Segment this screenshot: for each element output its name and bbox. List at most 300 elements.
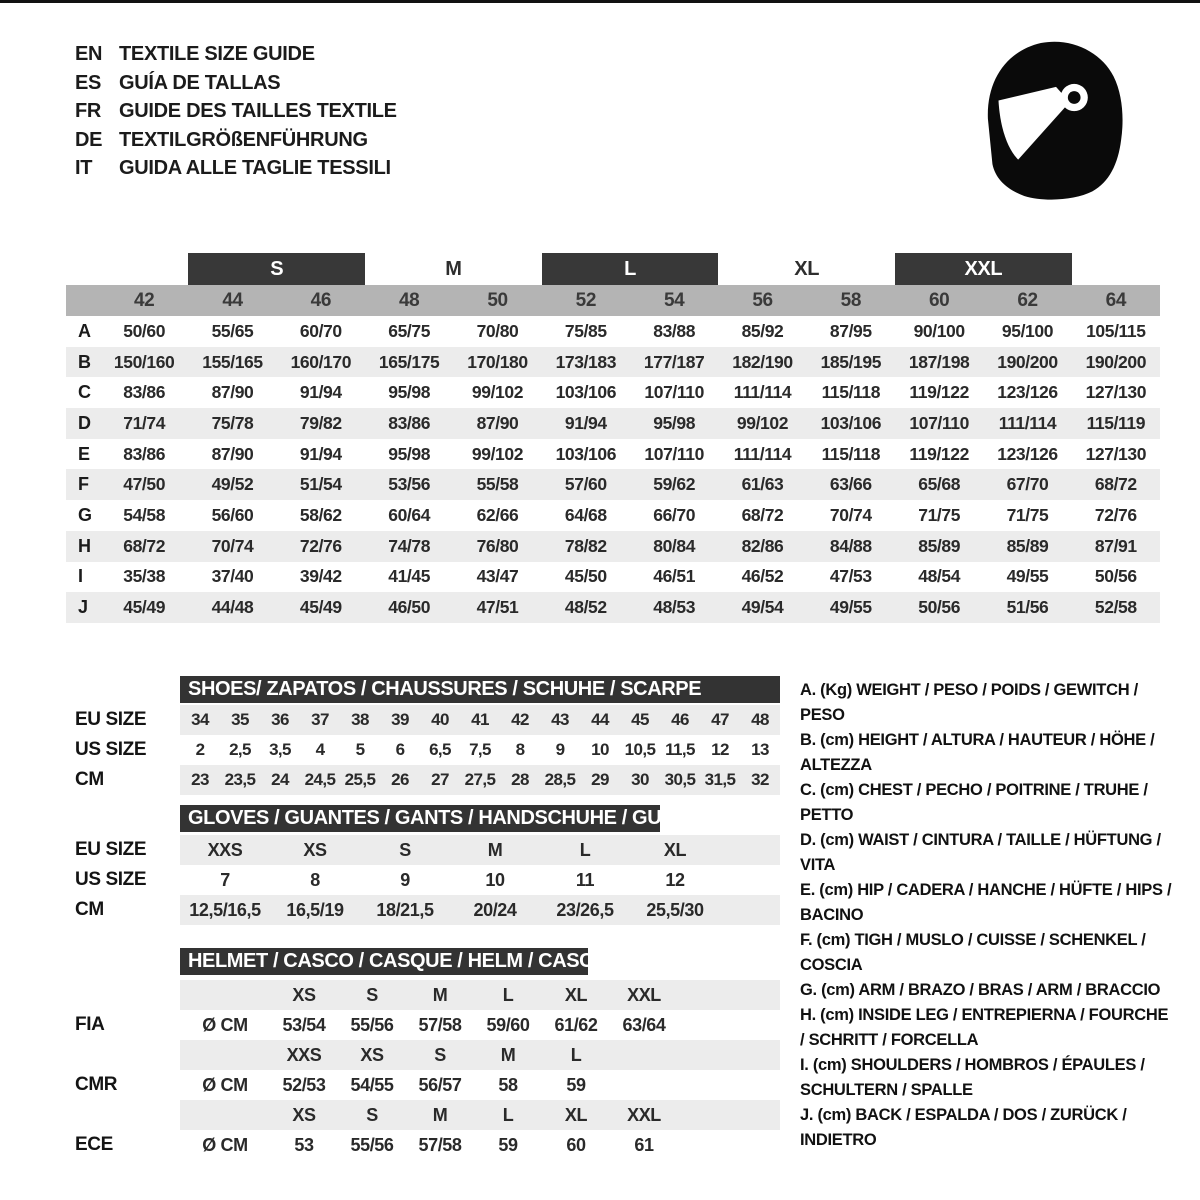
measurement-value: 51/54 xyxy=(299,474,342,495)
gloves-strip xyxy=(180,835,780,865)
size-group-m: M xyxy=(445,257,462,280)
shoes-value: 2,5 xyxy=(229,740,251,759)
measurement-value: 58/62 xyxy=(299,504,342,525)
helmet-value: 59 xyxy=(566,1074,586,1095)
measurement-value: 55/65 xyxy=(211,320,254,341)
shoes-value: 48 xyxy=(751,710,769,729)
shoes-value: 42 xyxy=(511,710,529,729)
measurement-value: 52/58 xyxy=(1094,597,1137,618)
measurement-row-j xyxy=(66,592,1160,623)
measurement-value: 59/62 xyxy=(653,474,696,495)
measurement-value: 87/95 xyxy=(829,320,872,341)
shoes-value: 37 xyxy=(311,710,329,729)
numeric-size: 48 xyxy=(398,289,420,311)
shoes-value: 23,5 xyxy=(224,770,256,789)
gloves-value: 7 xyxy=(220,869,230,890)
gloves-value: 20/24 xyxy=(473,899,517,920)
measurement-value: 173/183 xyxy=(555,351,617,372)
measurement-value: 47/51 xyxy=(476,597,519,618)
size-group-xxl: XXL xyxy=(895,253,1072,285)
measurement-value: 185/195 xyxy=(820,351,882,372)
measurement-value: 64/68 xyxy=(564,504,607,525)
measurement-value: 43/47 xyxy=(476,566,519,587)
helmet-value: XL xyxy=(564,1104,588,1125)
shoes-value: 11,5 xyxy=(665,740,695,759)
measurement-value: 72/76 xyxy=(299,535,342,556)
shoes-value: 13 xyxy=(751,740,769,759)
helmet-strip xyxy=(180,1010,780,1040)
helmet-value: 53 xyxy=(294,1134,314,1155)
measurement-value: 155/165 xyxy=(202,351,263,372)
size-group-xl: XL xyxy=(794,257,820,280)
helmet-row xyxy=(75,1100,780,1130)
helmet-row-header xyxy=(75,1040,180,1070)
measurement-value: 47/50 xyxy=(123,474,166,495)
measurement-value: 165/175 xyxy=(378,351,440,372)
measurement-value: 70/74 xyxy=(211,535,254,556)
shoes-value: 8 xyxy=(515,740,525,759)
shoes-value: 35 xyxy=(231,710,249,729)
measurement-value: 49/54 xyxy=(741,597,784,618)
gloves-value: M xyxy=(487,839,503,860)
shoes-size-section xyxy=(75,676,780,795)
measurement-value: 76/80 xyxy=(476,535,519,556)
gloves-row xyxy=(75,865,780,895)
measurement-value: 67/70 xyxy=(1006,474,1049,495)
measurement-row-d xyxy=(66,408,1160,439)
measurement-row-e xyxy=(66,439,1160,470)
measurement-value: 41/45 xyxy=(388,566,431,587)
size-group-l: L xyxy=(542,253,719,285)
gloves-value: 11 xyxy=(575,869,595,890)
helmet-value: M xyxy=(500,1044,516,1065)
measurement-value: 83/86 xyxy=(388,412,431,433)
language-row xyxy=(75,40,397,69)
helmet-value: 57/58 xyxy=(418,1134,462,1155)
helmet-value: XL xyxy=(564,984,588,1005)
language-code: EN xyxy=(75,43,103,65)
measurement-value: 127/130 xyxy=(1085,382,1147,403)
shoes-row xyxy=(75,705,780,735)
measurement-value: 45/49 xyxy=(123,597,166,618)
helmet-row-header xyxy=(75,1100,180,1130)
gloves-values xyxy=(180,895,720,925)
helmet-value: XXL xyxy=(627,984,661,1005)
helmet-value: 61 xyxy=(634,1134,654,1155)
shoes-value: 45 xyxy=(631,710,649,729)
numeric-size: 60 xyxy=(928,289,950,311)
measurement-value: 68/72 xyxy=(123,535,166,556)
measurement-row-i xyxy=(66,562,1160,593)
helmet-value: S xyxy=(366,1104,378,1125)
legend-item: G. (cm) ARM / BRAZO / BRAS / ARM / BRACCIO xyxy=(800,981,1161,999)
helmet-value: L xyxy=(502,1104,514,1125)
helmet-value: 53/54 xyxy=(282,1014,326,1035)
numeric-size-row xyxy=(66,285,1160,316)
numeric-size: 50 xyxy=(487,289,508,311)
legend-item: A. (Kg) WEIGHT / PESO / POIDS / GEWITCH / PESO xyxy=(800,681,1138,724)
legend-item: J. (cm) BACK / ESPALDA / DOS / ZURÜCK / INDIETRO xyxy=(800,1106,1127,1149)
measurement-value: 90/100 xyxy=(913,320,965,341)
shoes-value: 29 xyxy=(591,770,609,789)
measurement-value: 160/170 xyxy=(290,351,352,372)
helmet-row xyxy=(75,1070,780,1100)
measurement-value: 83/86 xyxy=(123,382,166,403)
shoes-value: 10 xyxy=(591,740,609,759)
gloves-value: 12,5/16,5 xyxy=(189,899,261,920)
measurement-value: 78/82 xyxy=(564,535,607,556)
size-group-header-row xyxy=(66,253,1160,285)
gloves-value: 23/26,5 xyxy=(556,899,614,920)
row-label: D xyxy=(78,412,91,433)
helmet-strip xyxy=(180,1100,780,1130)
helmet-value: L xyxy=(502,984,514,1005)
measurement-value: 66/70 xyxy=(653,504,696,525)
measurement-legend xyxy=(800,678,1175,1153)
numeric-size: 42 xyxy=(133,289,155,311)
helmet-value: 55/56 xyxy=(350,1134,394,1155)
helmet-value: S xyxy=(434,1044,446,1065)
language-row xyxy=(75,69,397,98)
measurement-value: 123/126 xyxy=(997,382,1058,403)
helmet-value: M xyxy=(432,1104,448,1125)
measurement-value: 85/89 xyxy=(918,535,961,556)
measurement-value: 68/72 xyxy=(1094,474,1137,495)
measurement-value: 39/42 xyxy=(299,566,342,587)
shoes-value: 12 xyxy=(711,740,729,759)
measurement-value: 87/90 xyxy=(476,412,519,433)
language-title-block xyxy=(75,40,397,183)
shoes-row-header: EU SIZE xyxy=(75,709,147,730)
gloves-value: XS xyxy=(303,839,327,860)
measurement-value: 115/119 xyxy=(1086,412,1146,433)
measurement-value: 123/126 xyxy=(997,443,1058,464)
measurement-value: 99/102 xyxy=(471,382,524,403)
gloves-value: 10 xyxy=(485,869,505,890)
helmet-value: 59/60 xyxy=(486,1014,530,1035)
shoes-value: 24 xyxy=(271,770,289,789)
language-code: ES xyxy=(75,71,102,94)
helmet-row-header xyxy=(75,980,180,1010)
textile-size-table xyxy=(66,253,1160,623)
shoes-value: 47 xyxy=(711,710,729,729)
row-label: I xyxy=(78,566,83,587)
measurement-value: 53/56 xyxy=(388,474,431,495)
measurement-value: 85/89 xyxy=(1006,535,1049,556)
shoes-value: 5 xyxy=(355,740,365,759)
helmet-strip xyxy=(180,1040,780,1070)
gloves-values xyxy=(180,865,720,895)
measurement-value: 103/106 xyxy=(820,412,882,433)
helmet-values xyxy=(180,980,678,1010)
helmet-row xyxy=(75,1040,780,1070)
shoes-row-header: CM xyxy=(75,769,104,790)
measurement-value: 187/198 xyxy=(908,351,970,372)
measurement-value: 170/180 xyxy=(467,351,528,372)
legend-item: B. (cm) HEIGHT / ALTURA / HAUTEUR / HÖHE / ALTEZZA xyxy=(800,731,1155,774)
helmet-values xyxy=(180,1040,678,1070)
measurement-value: 103/106 xyxy=(555,382,617,403)
language-row xyxy=(75,126,397,155)
shoes-value: 36 xyxy=(271,710,289,729)
gloves-row xyxy=(75,895,780,925)
shoes-value: 26 xyxy=(391,770,409,789)
helmet-value: 54/55 xyxy=(350,1074,394,1095)
helmet-value: 61/62 xyxy=(554,1014,598,1035)
measurement-value: 48/52 xyxy=(564,597,607,618)
measurement-value: 111/114 xyxy=(998,412,1057,433)
measurement-value: 49/55 xyxy=(829,597,872,618)
guide-title-es: GUÍA DE TALLAS xyxy=(119,71,281,94)
measurement-value: 70/74 xyxy=(829,504,872,525)
measurement-row-b xyxy=(66,347,1160,378)
helmet-values xyxy=(180,1130,678,1160)
guide-title-en: TEXTILE SIZE GUIDE xyxy=(119,43,315,65)
measurement-value: 50/56 xyxy=(1094,566,1137,587)
gloves-row xyxy=(75,835,780,865)
helmet-size-section xyxy=(75,948,780,1160)
numeric-size: 46 xyxy=(310,289,331,311)
gloves-values xyxy=(180,835,720,865)
guide-title-fr: GUIDE DES TAILLES TEXTILE xyxy=(119,100,397,122)
measurement-value: 83/88 xyxy=(653,320,696,341)
shoes-value: 23 xyxy=(191,770,209,789)
measurement-value: 54/58 xyxy=(123,504,166,525)
gloves-value: XXS xyxy=(207,839,243,860)
helmet-row-header: ECE xyxy=(75,1134,113,1155)
helmet-title-bar: HELMET / CASCO / CASQUE / HELM / CASCO xyxy=(180,948,588,975)
measurement-value: 150/160 xyxy=(113,351,175,372)
shoes-value: 43 xyxy=(551,710,569,729)
numeric-size: 62 xyxy=(1017,289,1038,311)
shoes-strip xyxy=(180,735,780,765)
measurement-row-h xyxy=(66,531,1160,562)
helmet-value: 63/64 xyxy=(622,1014,666,1035)
measurement-value: 51/56 xyxy=(1006,597,1049,618)
shoes-value: 40 xyxy=(431,710,449,729)
measurement-value: 65/75 xyxy=(388,320,431,341)
shoes-value: 28,5 xyxy=(544,770,576,789)
helmet-value: 57/58 xyxy=(418,1014,462,1035)
gloves-title-bar: GLOVES / GUANTES / GANTS / HANDSCHUHE / GUANTI xyxy=(180,805,660,832)
measurement-value: 62/66 xyxy=(476,504,519,525)
language-code: DE xyxy=(75,128,103,151)
numeric-size: 56 xyxy=(752,289,773,311)
legend-item: D. (cm) WAIST / CINTURA / TAILLE / HÜFTUNG / VITA xyxy=(800,831,1161,874)
shoes-value: 3,5 xyxy=(269,740,291,759)
guide-title-it: GUIDA ALLE TAGLIE TESSILI xyxy=(119,157,391,179)
shoes-value: 2 xyxy=(195,740,205,759)
measurement-value: 71/74 xyxy=(123,412,166,433)
measurement-value: 107/110 xyxy=(644,382,704,403)
helmet-value: 58 xyxy=(498,1074,518,1095)
measurement-value: 71/75 xyxy=(918,504,961,525)
measurement-value: 111/114 xyxy=(733,382,792,403)
shoes-value: 4 xyxy=(315,740,325,759)
measurement-value: 115/118 xyxy=(821,443,881,464)
measurement-value: 91/94 xyxy=(299,443,342,464)
legend-item: I. (cm) SHOULDERS / HOMBROS / ÉPAULES / SCHULTERN / SPALLE xyxy=(800,1056,1145,1099)
shoes-value: 28 xyxy=(511,770,529,789)
measurement-value: 115/118 xyxy=(821,382,881,403)
helmet-values xyxy=(180,1100,678,1130)
legend-item: E. (cm) HIP / CADERA / HANCHE / HÜFTE / HIPS / BACINO xyxy=(800,881,1172,924)
helmet-strip xyxy=(180,1130,780,1160)
measurement-value: 56/60 xyxy=(211,504,254,525)
shoes-row xyxy=(75,765,780,795)
shoes-value: 27,5 xyxy=(464,770,496,789)
helmet-strip xyxy=(180,1070,780,1100)
shoes-values xyxy=(180,765,780,795)
measurement-value: 95/98 xyxy=(388,382,431,403)
gloves-value: 16,5/19 xyxy=(286,899,344,920)
gloves-value: S xyxy=(399,839,411,860)
gloves-size-section xyxy=(75,805,780,925)
shoes-values xyxy=(180,735,780,765)
gloves-row-header: US SIZE xyxy=(75,869,147,890)
measurement-value: 49/52 xyxy=(211,474,254,495)
measurement-row-a xyxy=(66,316,1160,347)
measurement-value: 65/68 xyxy=(918,474,961,495)
shoes-row-header: US SIZE xyxy=(75,739,147,760)
measurement-value: 85/92 xyxy=(741,320,784,341)
shoes-value: 10,5 xyxy=(624,740,656,759)
measurement-value: 111/114 xyxy=(733,443,792,464)
gloves-value: 8 xyxy=(310,869,320,890)
shoes-value: 38 xyxy=(351,710,369,729)
racing-helmet-icon xyxy=(977,40,1129,202)
shoes-value: 6 xyxy=(395,740,405,759)
shoes-title-bar: SHOES/ ZAPATOS / CHAUSSURES / SCHUHE / SCARPE xyxy=(180,676,780,703)
gloves-strip xyxy=(180,865,780,895)
row-label: G xyxy=(78,504,92,525)
helmet-value: S xyxy=(366,984,378,1005)
helmet-value: XXL xyxy=(627,1104,661,1125)
measurement-value: 57/60 xyxy=(564,474,607,495)
measurement-value: 119/122 xyxy=(909,443,969,464)
shoes-value: 44 xyxy=(591,710,609,729)
measurement-value: 119/122 xyxy=(909,382,969,403)
helmet-row xyxy=(75,1130,780,1160)
measurement-value: 107/110 xyxy=(909,412,969,433)
helmet-value: 52/53 xyxy=(282,1074,326,1095)
helmet-value: Ø CM xyxy=(202,1134,248,1155)
gloves-value: L xyxy=(579,839,591,860)
measurement-value: 190/200 xyxy=(997,351,1058,372)
measurement-value: 74/78 xyxy=(388,535,431,556)
measurement-value: 95/98 xyxy=(653,412,696,433)
shoes-row xyxy=(75,735,780,765)
measurement-value: 48/54 xyxy=(918,566,961,587)
measurement-value: 46/51 xyxy=(653,566,696,587)
measurement-value: 107/110 xyxy=(644,443,704,464)
measurement-value: 190/200 xyxy=(1085,351,1147,372)
row-label: E xyxy=(78,443,90,464)
gloves-value: 12 xyxy=(665,869,685,890)
gloves-strip xyxy=(180,895,780,925)
row-label: B xyxy=(78,351,91,372)
helmet-value: XXS xyxy=(286,1044,322,1065)
shoes-value: 27 xyxy=(431,770,449,789)
gloves-row-header: EU SIZE xyxy=(75,839,147,860)
measurement-value: 82/86 xyxy=(741,535,784,556)
measurement-value: 84/88 xyxy=(829,535,872,556)
measurement-value: 80/84 xyxy=(653,535,696,556)
measurement-value: 75/78 xyxy=(211,412,254,433)
helmet-value: L xyxy=(570,1044,582,1065)
shoes-value: 30 xyxy=(631,770,649,789)
legend-item: F. (cm) TIGH / MUSLO / CUISSE / SCHENKEL / COSCIA xyxy=(800,931,1146,974)
measurement-value: 63/66 xyxy=(829,474,872,495)
measurement-value: 91/94 xyxy=(299,382,342,403)
shoes-value: 39 xyxy=(391,710,409,729)
shoes-value: 31,5 xyxy=(704,770,736,789)
measurement-value: 61/63 xyxy=(741,474,784,495)
shoes-value: 6,5 xyxy=(429,740,451,759)
measurement-value: 103/106 xyxy=(555,443,617,464)
language-code: FR xyxy=(75,100,102,122)
measurement-value: 46/50 xyxy=(388,597,431,618)
row-label: J xyxy=(78,597,88,618)
measurement-value: 99/102 xyxy=(736,412,789,433)
gloves-value: 9 xyxy=(400,869,410,890)
legend-item: C. (cm) CHEST / PECHO / POITRINE / TRUHE / PETTO xyxy=(800,781,1148,824)
helmet-value: XS xyxy=(292,1104,316,1125)
measurement-value: 87/90 xyxy=(211,382,254,403)
language-row xyxy=(75,97,397,126)
measurement-value: 95/98 xyxy=(388,443,431,464)
row-label: C xyxy=(78,382,91,403)
shoes-value: 34 xyxy=(191,710,209,729)
measurement-value: 127/130 xyxy=(1085,443,1147,464)
helmet-row xyxy=(75,980,780,1010)
shoes-strip xyxy=(180,705,780,735)
helmet-strip xyxy=(180,980,780,1010)
helmet-value: Ø CM xyxy=(202,1014,248,1035)
helmet-row-header: FIA xyxy=(75,1014,105,1035)
size-group-s: S xyxy=(188,253,365,285)
helmet-value: 56/57 xyxy=(418,1074,462,1095)
helmet-value: M xyxy=(432,984,448,1005)
shoes-value: 9 xyxy=(555,740,565,759)
row-label: F xyxy=(78,474,89,495)
shoes-value: 46 xyxy=(671,710,689,729)
measurement-value: 83/86 xyxy=(123,443,166,464)
shoes-value: 25,5 xyxy=(344,770,376,789)
gloves-value: 25,5/30 xyxy=(646,899,704,920)
helmet-row xyxy=(75,1010,780,1040)
measurement-value: 50/60 xyxy=(123,320,166,341)
guide-title-de: TEXTILGRÖßENFÜHRUNG xyxy=(119,128,368,151)
numeric-size: 58 xyxy=(840,289,861,311)
language-row xyxy=(75,154,397,183)
measurement-value: 44/48 xyxy=(211,597,254,618)
measurement-value: 182/190 xyxy=(732,351,793,372)
helmet-value: XS xyxy=(292,984,316,1005)
top-border-line xyxy=(0,0,1200,3)
measurement-value: 91/94 xyxy=(564,412,607,433)
measurement-value: 46/52 xyxy=(741,566,784,587)
helmet-values xyxy=(180,1010,678,1040)
numeric-size: 54 xyxy=(663,289,685,311)
measurement-value: 60/64 xyxy=(388,504,431,525)
measurement-value: 71/75 xyxy=(1006,504,1049,525)
numeric-size: 52 xyxy=(575,289,596,311)
measurement-value: 70/80 xyxy=(476,320,519,341)
measurement-value: 99/102 xyxy=(471,443,524,464)
row-label: H xyxy=(78,535,91,556)
legend-item: H. (cm) INSIDE LEG / ENTREPIERNA / FOURCHE / SCHRITT / FORCELLA xyxy=(800,1006,1169,1049)
